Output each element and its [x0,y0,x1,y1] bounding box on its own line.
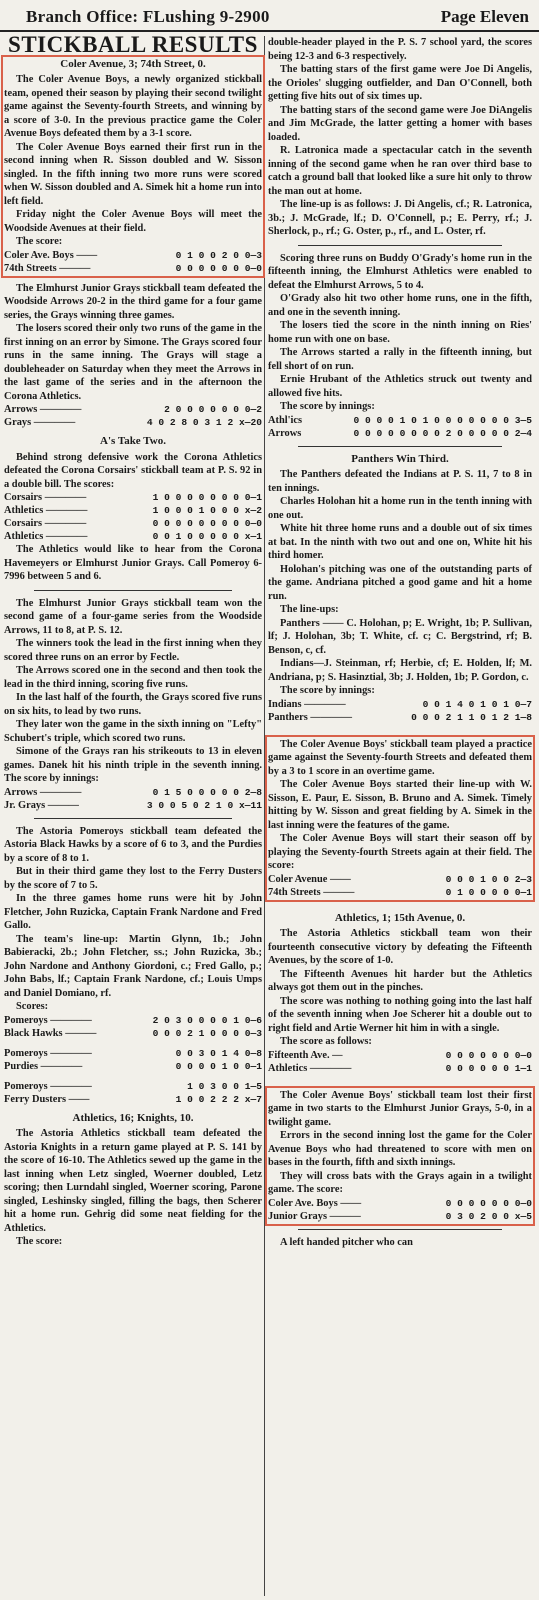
article-headline: Panthers Win Third. [351,452,449,465]
paragraph: Scoring three runs on Buddy O'Grady's home run in the fifteenth inning, the Elmhurst Athletics were enabled to defeat the Elmhurst Arrows, 5 to 4. [268,252,532,291]
score-line [4,1047,262,1060]
score-innings: 0 0 1 4 0 1 0 1 0—7 [422,698,532,710]
paragraph: The Coler Avenue Boys, a newly organized stickball team, opened their season by playing their second twilight game against the Seventy-fourth Streets, and winning by a score of 3-0. In the previous practice game the Coler Avenue Boys defeated them by a 3-1 score. [4,74,262,139]
score-team: 74th Streets ——— [4,262,91,274]
paragraph: The score by innings: [280,401,375,412]
score-innings: 1 0 0 0 0 0 0 0 0—1 [152,492,262,503]
page-header [0,0,539,30]
score-innings: 1 0 3 0 0 1—5 [187,1080,262,1092]
paragraph: The score: [16,1236,63,1247]
article-headline: Athletics, 1; 15th Avenue, 0. [334,911,466,924]
score-innings: 0 0 0 0 0 0 0 0 2 0 0 0 0 0 2—4 [353,427,532,439]
score-line [4,799,262,812]
paragraph: Errors in the second inning lost the game for the Coler Avenue Boys who had threatened to score with men on bases in the fourth, fifth and sixth innings. [268,1130,532,1168]
score-innings: 0 1 5 0 0 0 0 0 2—8 [152,786,262,798]
score-innings: 0 0 0 0 0 0 0—0 [175,262,262,274]
article-orioles-doubleheader [268,36,532,239]
paragraph: The score by innings: [280,685,375,696]
score-innings: 0 1 0 0 0 0 0—1 [445,886,532,898]
score-innings: 0 0 0 1 0 0 2—3 [445,873,532,885]
paragraph: White hit three home runs and a double out of six times at bat. In the ninth with two out and one on, White hit his third homer. [268,523,532,561]
paragraph: The score: [16,236,63,247]
score-line [4,786,262,799]
score-line [268,711,532,724]
paragraph: Scores: [16,1001,49,1012]
score-team: Arrows ———— [4,786,82,798]
article-athletics-knights [4,1112,262,1249]
paragraph: The Elmhurst Junior Grays stickball team defeated the Woodside Arrows 20-2 in the third game for a four game series, the Grays winning three games. [4,282,262,321]
score-team: Arrows ———— [4,404,82,415]
article-separator [34,590,232,591]
paragraph: Behind strong defensive work the Corona Athletics defeated the Corona Corsairs' stickball team at P. S. 92 in a double bill. The scores: [4,451,262,490]
score-team: Indians ———— [268,698,346,710]
score-team: 74th Streets ——— [268,886,355,898]
paragraph: The batting stars of the second game were Joe DiAngelis and Jim McGrade, the latter getting a homer with bases loaded. [268,104,532,143]
score-innings: 0 3 0 2 0 0 x—5 [445,1210,532,1222]
paragraph: The batting stars of the first game were Joe Di Angelis, the Orioles' slugging outfielder, and Dan O'Connell, both getting five hits out of six times up. [268,64,532,102]
section-title: STICKBALL RESULTS [8,32,258,57]
score-team: Coler Avenue —— [268,873,351,885]
paragraph: But in their third game they lost to the Ferry Dusters by the score of 7 to 5. [4,866,262,891]
score-team: Pomeroys ———— [4,1080,92,1092]
paragraph: Ernie Hrubant of the Athletics struck out twenty and allowed five hits. [268,374,532,399]
score-innings: 0 0 0 0 0 0 0—0 [445,1197,532,1209]
score-line [4,491,262,504]
paragraph: O'Grady also hit two other home runs, one in the fifth, and one in the seventh inning. [268,293,532,318]
score-line [268,427,532,440]
score-innings: 2 0 0 0 0 0 0 0—2 [164,404,262,415]
paragraph: The Astoria Athletics stickball team won their fourteenth consecutive victory by defeating the Fifteenth Avenues, by the score of 1-0. [268,928,532,966]
score-line [4,517,262,530]
paragraph: The Coler Avenue Boys' stickball team played a practice game against the Seventy-fourth Streets and defeated them by a 3 to 1 score in an overtime game. [268,738,532,777]
score-team: Athletics ———— [4,505,88,516]
right-column [268,36,532,1249]
score-line [4,416,262,429]
paragraph: The Coler Avenue Boys started their line-up with W. Sisson, E. Paur, E. Sisson, B. Bruno and A. Simek. Timely hitting by W. Sisson and great fielding by A. Simek in the last inning were the features of the game. [268,779,532,831]
paragraph: double-header played in the P. S. 7 school yard, the scores being 12-3 and 6-3 respectively. [268,37,532,62]
paragraph: The Panthers defeated the Indians at P. S. 11, 7 to 8 in ten innings. [268,469,532,494]
article-separator [298,245,502,246]
paragraph: The Arrows scored one in the second and then took the lead in the third inning, scoring five runs. [4,665,262,690]
paragraph: The Athletics would like to hear from the Corona Havemeyers or Elmhurst Junior Grays. Call Pomeroy 6-7996 between 5 and 6. [4,544,262,582]
score-team: Corsairs ———— [4,518,87,529]
score-line [4,1027,262,1040]
article-athletics-arrows [268,252,532,440]
score-team: Grays ———— [4,417,76,428]
score-innings: 0 0 3 0 1 4 0—8 [175,1047,262,1059]
score-line [4,1014,262,1027]
paragraph: The Elmhurst Junior Grays stickball team won the second game of a four-game series from the Woodside Arrows, 11 to 8, at P. S. 12. [4,597,262,636]
article-grays-arrows [4,282,262,430]
score-innings: 0 0 0 0 0 0 0—0 [445,1049,532,1061]
score-team: Black Hawks ——— [4,1027,97,1039]
score-team: Junior Grays ——— [268,1210,361,1222]
article-separator [298,446,502,447]
score-line [4,504,262,517]
score-line [268,698,532,711]
score-team: Purdies ———— [4,1060,83,1072]
paragraph: The line-ups: [280,604,339,615]
score-line [268,414,532,427]
score-innings: 2 0 3 0 0 0 0 1 0—6 [152,1014,262,1026]
score-team: Jr. Grays ——— [4,799,79,811]
score-line [268,1049,532,1062]
paragraph: In the last half of the fourth, the Grays scored five runs on six hits, to lead by two runs. [4,692,262,717]
score-innings: 3 0 0 5 0 2 1 0 x—11 [146,799,262,811]
score-line [4,403,262,416]
highlight-box [1,55,265,278]
article-separator [298,1229,502,1230]
paragraph: Friday night the Coler Avenue Boys will meet the Woodside Avenues at their field. [4,209,262,234]
score-line [4,1093,262,1106]
paragraph: The line-up is as follows: J. Di Angelis, cf.; R. Latronica, 3b.; J. McGrade, lf.; D. O'Connell, p.; E. Perry, rf.; J. Sherlock, p., rf.; G. Oster, p., rf., and L. Oster, rf. [268,199,532,237]
article-grays-second-game [4,597,262,812]
branch-office-line: Branch Office: FLushing 9-2900 [26,7,270,26]
paragraph: Simone of the Grays ran his strikeouts to 13 in eleven games. Danek hit his ninth triple in the seventh inning. The score by innings: [4,746,262,784]
paragraph: Panthers —— C. Holohan, p; E. Wright, 1b; P. Sullivan, lf; J. Holohan, 3b; T. White, cf. c; C. Bergstrind, rf; B. Benson, c, cf. [268,617,532,656]
score-team: Athletics ———— [4,531,88,542]
paragraph: Holohan's pitching was one of the outstanding parts of the game. Andriana pitched a good game and hit a home run. [268,563,532,602]
score-innings: 1 0 0 0 1 0 0 0 x—2 [152,505,262,516]
article-athletics-15th-ave [268,912,532,1075]
paragraph: The Astoria Athletics stickball team defeated the Astoria Knights in a return game played at P. S. 141 by the score of 16-10. The Athletics sewed up the game in the last inning when Letz singled, Woerner doubled, Letz scoring; then Lurndahl singled, Woerner scoring, Parone singled, Leshinsky singled, filling the bags, then Scherer hit a home run. Gehrig did some neat fielding for the Athletics. [4,1128,262,1234]
score-team: Athl'ics [268,414,303,426]
paragraph: They will cross bats with the Grays again in a twilight game. The score: [268,1170,532,1195]
article-headline: Coler Avenue, 3; 74th Street, 0. [60,57,206,70]
article-headline: A's Take Two. [100,435,166,447]
score-line [4,530,262,543]
score-team: Panthers ———— [268,711,352,723]
paragraph: The losers tied the score in the ninth inning on Ries' home run with one on base. [268,320,532,345]
score-innings: 0 0 0 0 0 0 0 0 0—0 [152,518,262,529]
paragraph: Charles Holohan hit a home run in the tenth inning with one out. [268,496,532,521]
score-team: Pomeroys ———— [4,1047,92,1059]
score-innings: 0 0 1 0 0 0 0 0 x—1 [152,531,262,542]
score-innings: 1 0 0 2 2 2 x—7 [175,1093,262,1105]
highlight-box [265,735,535,902]
article-separator [34,818,232,819]
paragraph: They later won the game in the sixth inning on "Lefty" Schubert's triple, which scored two runs. [4,719,262,744]
score-team: Fifteenth Ave. — [268,1049,343,1061]
score-team: Coler Ave. Boys —— [268,1197,362,1209]
paragraph: The Coler Avenue Boys earned their first run in the second inning when R. Sisson doubled and W. Sisson singled. In the fifth inning two more runs were scored when W. Sisson doubled and A. Simek hit a home run into left field. [4,141,262,207]
page-number: Page Eleven [440,7,529,26]
score-line [4,1080,262,1093]
paragraph: Indians—J. Steinman, rf; Herbie, cf; E. Holden, lf; M. Andriana, p; S. Hasinztial, 3b; J. Holden, 1b; P. Gordon, c. [268,658,532,683]
paragraph: The team's line-up: Martin Glynn, 1b.; John Babieracki, 2b.; John Fletcher, ss.; John Ruzicka, 3b.; John Nardone and Anthony Giordoni, c.; Fred Gallo, p.; John Babs, lf.; Captain Frank Nardone, cf.; Louis Umps and Daniel Domiano, rf. [4,933,262,999]
score-innings: 0 1 0 0 2 0 0—3 [175,249,262,261]
score-innings: 0 0 0 2 1 1 0 1 2 1—8 [411,711,532,723]
score-innings: 4 0 2 8 0 3 1 2 x—20 [146,417,262,428]
score-team: Corsairs ———— [4,492,87,503]
paragraph: The Astoria Pomeroys stickball team defeated the Astoria Black Hawks by a score of 6 to 3, and the Purdies by a score of 8 to 1. [4,825,262,864]
score-team: Ferry Dusters —— [4,1093,90,1105]
article-headline: Athletics, 16; Knights, 10. [72,1111,194,1124]
paragraph: The score was nothing to nothing going into the last half of the seventh inning when Joe Scherer hit a double out to right field and Artie Werner hit him in with a single. [268,995,532,1034]
paragraph: The Coler Avenue Boys' stickball team lost their first game in two starts to the Elmhurst Junior Grays, 5-0, in a twilight game. [268,1089,532,1128]
article-as-take-two [4,435,262,584]
article-pomeroys [4,825,262,1106]
score-team: Arrows [268,427,302,439]
paragraph: The Coler Avenue Boys will start their season off by playing the Seventy-fourth Streets again at their field. The score: [268,833,532,871]
highlight-box [265,1086,535,1226]
score-innings: 0 0 0 2 1 0 0 0 0—3 [152,1027,262,1039]
paragraph: The score as follows: [280,1036,372,1047]
paragraph: The Arrows started a rally in the fifteenth inning, but fell short of on run. [268,347,532,372]
paragraph: R. Latronica made a spectacular catch in the seventh inning of the second game when he ran over third base to catch a ground ball that looked like a sure hit only to throw the man out at home. [268,145,532,197]
score-line [4,1060,262,1073]
paragraph: In the three games home runs were hit by John Fletcher, John Ruzicka, Captain Frank Nardone and Fred Gallo. [4,893,262,931]
score-team: Pomeroys ———— [4,1014,92,1026]
score-innings: 0 0 0 0 1 0 0—1 [175,1060,262,1072]
article-panthers-win-third [268,453,532,724]
score-innings: 0 0 0 0 0 0 1—1 [445,1062,532,1074]
score-team: Athletics ———— [268,1062,352,1074]
paragraph: A left handed pitcher who can [280,1236,413,1248]
paragraph: The Fifteenth Avenues hit harder but the Athletics always got them out in the pinches. [268,968,532,993]
score-line [268,1062,532,1075]
score-innings: 0 0 0 0 1 0 1 0 0 0 0 0 0 0 3—5 [353,414,532,426]
score-team: Coler Ave. Boys —— [4,249,98,261]
paragraph: The losers scored their only two runs of the game in the first inning on an error by Simone. The Grays scored four runs in the same inning. The Grays will stage a doubleheader on Saturday when they meet the Arrows in the last game of the series and in the afternoon the Corona Athletics. [4,323,262,402]
paragraph: The winners took the lead in the first inning when they scored three runs on an error by Fectle. [4,638,262,663]
